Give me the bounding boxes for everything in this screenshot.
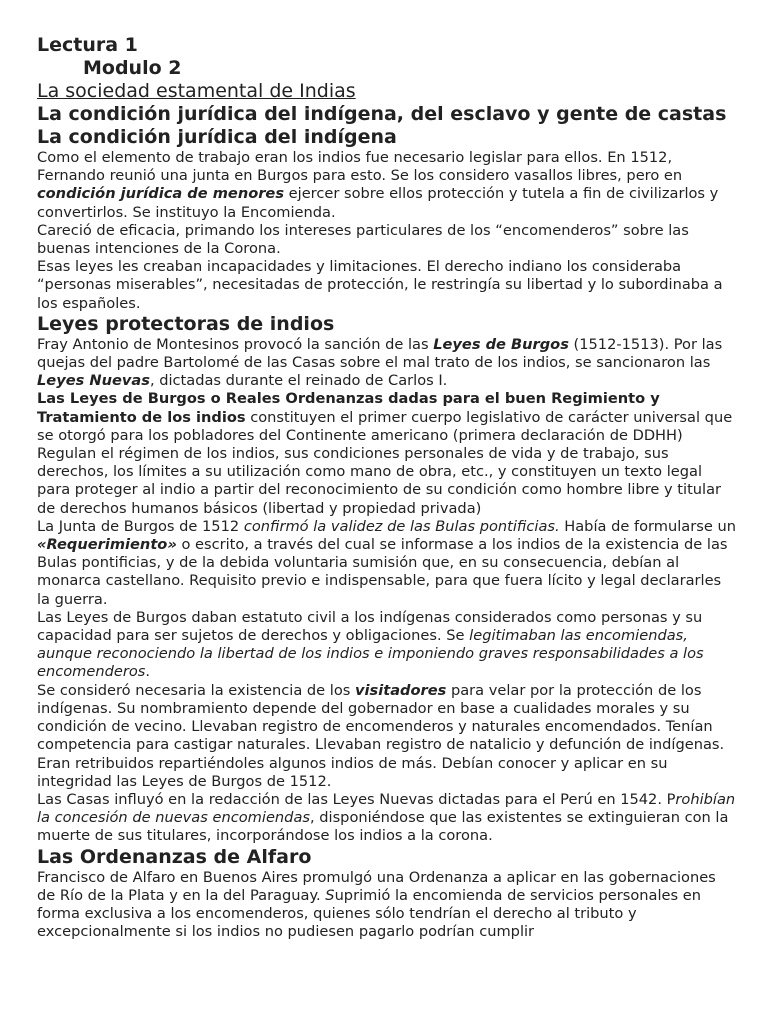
paragraph: Esas leyes les creaban incapacidades y limitaciones. El derecho indiano los consideraba “personas miserables”, necesitadas de protección, le restringía su libertad y lo subordinaba a los españoles. [37, 258, 723, 312]
paragraph: Francisco de Alfaro en Buenos Aires promulgó una Ordenanza a aplicar en las gobernaciones de Río de la Plata y en la del Paraguay. Suprimió la encomienda de servicios personales en forma exclusiva a los encomenderos, quienes sólo tendrían el derecho al tributo y excepcionalmente si los indios no pudiesen pagarlo podrían cumplir [37, 868, 716, 941]
paragraph: Careció de eficacia, primando los intereses particulares de los “encomenderos” sobre las buenas intenciones de la Corona. [37, 221, 689, 258]
document-title: La sociedad estamental de Indias [37, 80, 356, 102]
paragraph: Se consideró necesaria la existencia de los visitadores para velar por la protección de los indígenas. Su nombramiento depende del gobernador en base a cualidades morales y su condición de vecino. Llevaban registro de encomenderos y naturales encomendados. Tenían competencia para castigar naturales. Llevaban registro de natalicio y defunción de indígenas. Eran retribuidos repartiéndoles algunos indios de más. Debían conocer y aplicar en su integridad las Leyes de Burgos de 1512. [37, 681, 725, 790]
paragraph: Regulan el régimen de los indios, sus condiciones personales de vida y de trabajo, sus derechos, los límites a su utilización como mano de obra, etc., y constituyen un texto legal para proteger al indio a partir del reconocimiento de su condición como hombre libre y titular de derechos humanos básicos (libertad y propiedad privada) [37, 445, 722, 517]
paragraph: La Junta de Burgos de 1512 confirmó la validez de las Bulas pontificias. Había de formularse un «Requerimiento» o escrito, a través del cual se informase a los indios de la existencia de las Bulas pontificias, y de la debida voluntaria sumisión que, en su consecuencia, debían al monarca castellano. Requisito previo e indispensable, para que fuera lícito y legal declararles la guerra. [37, 517, 736, 608]
document-page [37, 34, 737, 941]
paragraph: Como el elemento de trabajo eran los indios fue necesario legislar para ellos. En 1512, Fernando reunió una junta en Burgos para esto. Se los considero vasallos libres, pero en condición jurídica de menores ejercer sobre ellos protección y tutela a fin de civilizarlos y convertirlos. Se instituyo la Encomienda. [37, 149, 719, 221]
paragraph: Las Leyes de Burgos daban estatuto civil a los indígenas considerados como personas y su capacidad para ser sujetos de derechos y obligaciones. Se legitimaban las encomiendas, aunque reconociendo la libertad de los indios e imponiendo graves responsabilidades a los encomenderos. [37, 608, 704, 681]
section-heading-alfaro: Las Ordenanzas de Alfaro [37, 845, 312, 868]
paragraph: Las Leyes de Burgos o Reales Ordenanzas dadas para el buen Regimiento y Tratamiento de los indios constituyen el primer cuerpo legislativo de carácter universal que se otorgó para los pobladores del Continente americano (primera declaración de DDHH) [37, 390, 733, 444]
lectura-title: Lectura 1 [37, 34, 138, 56]
section-heading-condicion: La condición jurídica del indígena [37, 126, 397, 148]
document-subtitle: La condición jurídica del indígena, del esclavo y gente de castas [37, 103, 727, 125]
section-heading-leyes: Leyes protectoras de indios [37, 312, 335, 335]
paragraph: Las Casas influyó en la redacción de las Leyes Nuevas dictadas para el Perú en 1542. Prohibían la concesión de nuevas encomiendas, disponiéndose que las existentes se extinguieran con la muerte de sus titulares, incorporándose los indios a la corona. [37, 790, 736, 845]
paragraph: Fray Antonio de Montesinos provocó la sanción de las Leyes de Burgos (1512-1513). Por las quejas del padre Bartolomé de las Casas sobre el mal trato de los indios, se sancionaron las Leyes Nuevas, dictadas durante el reinado de Carlos I. [37, 335, 723, 390]
modulo-title: Modulo 2 [83, 57, 182, 79]
